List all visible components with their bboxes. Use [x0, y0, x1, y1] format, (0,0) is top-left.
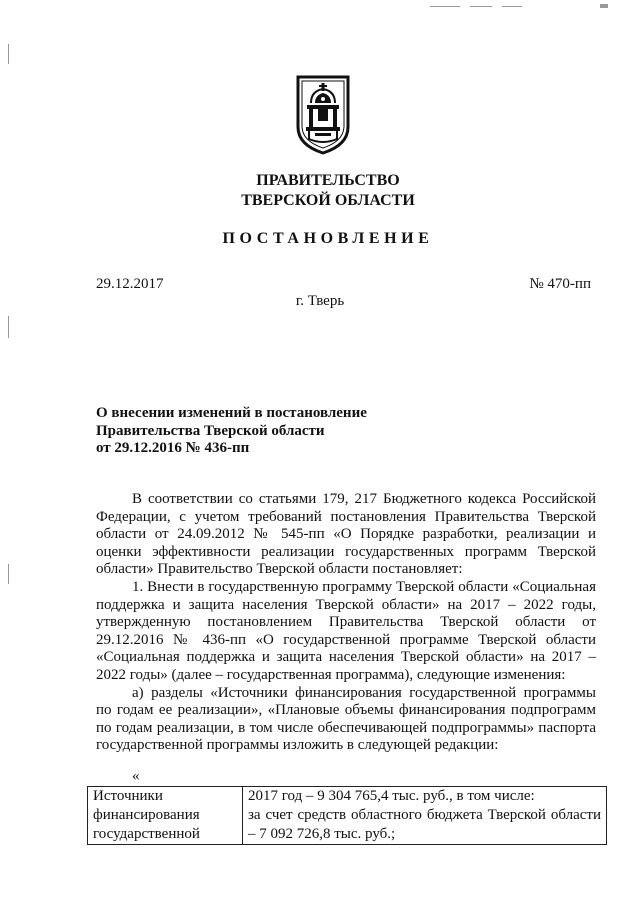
subject-line: от 29.12.2016 № 436-пп	[96, 440, 250, 456]
cell-text: 2017 год – 9 304 765,4 тыс. руб., в том числе:	[248, 788, 535, 804]
body-paragraph-item-1: 1. Внести в государственную программу Тверской области «Социальная поддержка и защита населения Тверской области» на 2017 – 2022 годы, утвержденную постановлением Правительства Тверской области от 29.12.2016 № 436-пп «О государственной программе Тверской области «Социальная поддержка и защита населения Тверской области» на 2017 – 2022 годы» (далее – государственная программа), следующие изменения:	[96, 578, 596, 683]
document-type-title: ПОСТАНОВЛЕНИЕ	[222, 230, 434, 247]
opening-quote-mark: «	[132, 768, 140, 784]
document-body	[96, 491, 596, 755]
org-name-line1: ПРАВИТЕЛЬСТВО	[256, 172, 400, 189]
table-cell-label	[88, 787, 243, 845]
scan-artifact	[502, 6, 522, 7]
cell-text: Источники	[93, 788, 163, 804]
cell-text: государственной	[93, 826, 200, 842]
scan-artifact	[8, 44, 9, 64]
document-date: 29.12.2017	[96, 276, 164, 292]
table-row	[88, 787, 607, 845]
coat-of-arms-emblem	[293, 69, 353, 155]
scan-artifact	[8, 564, 9, 584]
scan-artifact	[430, 6, 460, 7]
body-paragraph-preamble: В соответствии со статьями 179, 217 Бюджетного кодекса Российской Федерации, с учетом требований постановления Правительства Тверской области от 24.09.2012 № 545-пп «О Порядке разработки, реализации и оценки эффективности реализации государственных программ Тверской области» Правительство Тверской области постановляет:	[96, 491, 596, 578]
scan-artifact	[600, 4, 608, 8]
cell-text: за счет средств областного бюджета Тверской области – 7 092 726,8 тыс. руб.;	[248, 807, 601, 842]
subject-line: О внесении изменений в постановление	[96, 405, 367, 421]
scan-artifact	[470, 6, 492, 7]
cell-text: финансирования	[93, 807, 200, 823]
financing-table	[87, 786, 607, 845]
document-number: № 470-пп	[529, 276, 591, 292]
org-name-line2: ТВЕРСКОЙ ОБЛАСТИ	[241, 192, 415, 209]
table-cell-value	[243, 787, 607, 845]
body-paragraph-item-a: а) разделы «Источники финансирования государственной программы по годам ее реализации», «Плановые объемы финансирования подпрограмм по годам реализации, в том числе обеспечивающей подпрограммы» паспорта государственной программы изложить в следующей редакции:	[96, 684, 596, 754]
subject-line: Правительства Тверской области	[96, 422, 325, 439]
scan-artifact	[8, 316, 9, 338]
document-city: г. Тверь	[295, 293, 345, 309]
document-subject	[96, 405, 367, 458]
